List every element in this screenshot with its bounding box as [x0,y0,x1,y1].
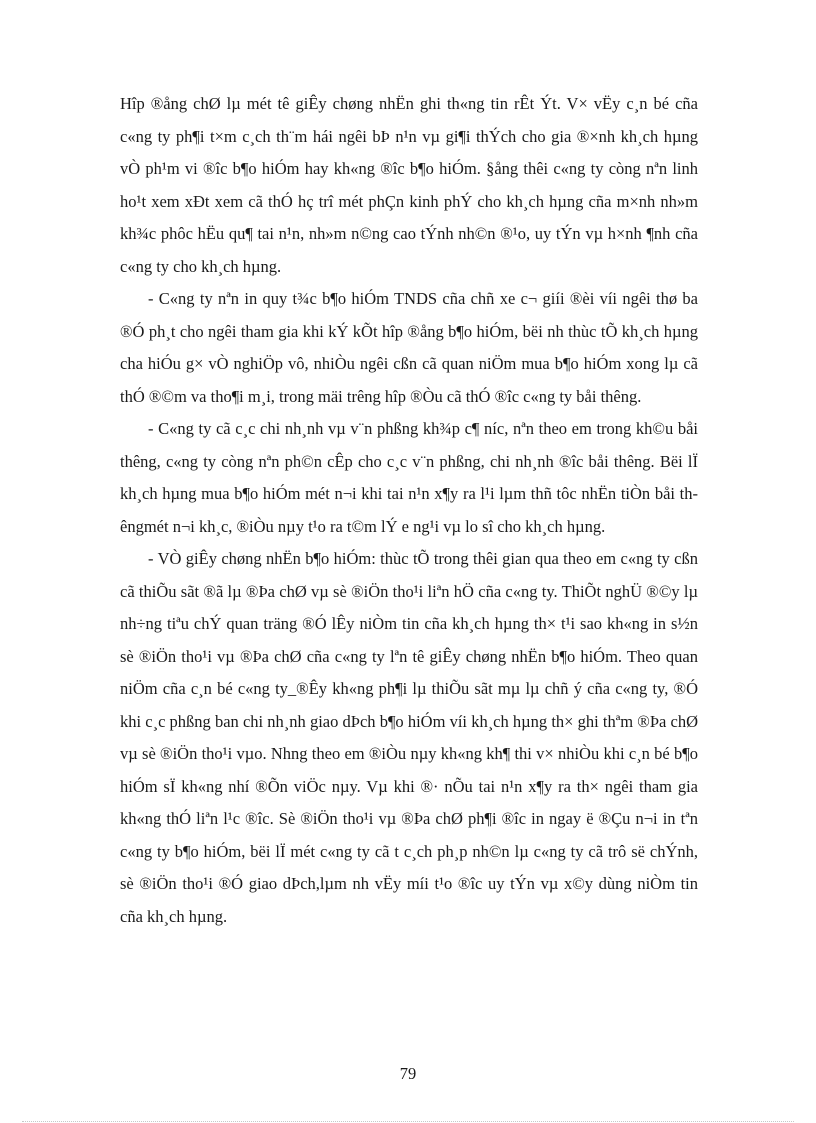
page-bottom-divider [22,1121,794,1122]
paragraph-2: - C«ng ty nªn in quy t¾c b¶o hiÓm TNDS cña chñ xe c¬ giíi ®èi víi ngêi thø ba ®Ó ph¸t cho ngêi tham gia khi kÝ kÕt hîp ®ång b¶o hiÓm, bëi nh thùc tÕ kh¸ch hµng cha hiÓu g× vÒ nghiÖp vô, nhiÒu ngêi cßn cã quan niÖm mua b¶o hiÓm xong lµ cã thÓ ®©m va tho¶i m¸i, trong mäi trêng hîp ®Òu cã thÓ ®îc c«ng ty båi thêng. [120,289,698,406]
body-text [120,88,698,933]
paragraph-4: - VÒ giÊy chøng nhËn b¶o hiÓm: thùc tÕ trong thêi gian qua theo em c«ng ty cßn cã thiÕu sãt ®ã lµ ®Þa chØ vµ sè ®iÖn tho¹i liªn hÖ cña c«ng ty. ThiÕt nghÜ ®©y lµ nh÷ng tiªu chÝ quan träng ®Ó lÊy niÒm tin cña kh¸ch hµng th× t¹i sao kh«ng in s½n sè ®iÖn tho¹i vµ ®Þa chØ cña c«ng ty lªn tê giÊy chøng nhËn b¶o hiÓm. Theo quan niÖm cña c¸n bé c«ng ty_®Êy kh«ng ph¶i lµ thiÕu sãt mµ lµ chñ ý cña c«ng ty, ®Ó khi c¸c phßng ban chi nh¸nh giao dÞch b¶o hiÓm víi kh¸ch hµng th× ghi thªm ®Þa chØ vµ sè ®iÖn tho¹i vµo. Nhng theo em ®iÒu nµy kh«ng kh¶ thi v× nhiÒu khi c¸n bé b¶o hiÓm sÏ kh«ng nhí ®Õn viÖc nµy. Vµ khi ®· nÕu tai n¹n x¶y ra th× ngêi tham gia kh«ng thÓ liªn l¹c ®îc. Sè ®iÖn tho¹i vµ ®Þa chØ ph¶i ®îc in ngay ë ®Çu n¬i in tªn c«ng ty b¶o hiÓm, bëi lÏ mét c«ng ty cã t c¸ch ph¸p nh©n lµ c«ng ty cã trô së chÝnh, sè ®iÖn tho¹i ®Ó giao dÞch,lµm nh vËy míi t¹o ®îc uy tÝn vµ x©y dùng niÒm tin cña kh¸ch hµng. [120,549,698,926]
paragraph-1: Hîp ®ång chØ lµ mét tê giÊy chøng nhËn ghi th«ng tin rÊt Ýt. V× vËy c¸n bé cña c«ng ty ph¶i t×m c¸ch th¨m hái ngêi bÞ n¹n vµ gi¶i thÝch cho gia ®×nh kh¸ch hµng vÒ ph¹m vi ®îc b¶o hiÓm hay kh«ng ®îc b¶o hiÓm. §ång thêi c«ng ty còng nªn linh ho¹t xem xÐt xem cã thÓ hç trî mét phÇn kinh phÝ cho kh¸ch hµng cña m×nh nh»m kh¾c phôc hËu qu¶ tai n¹n, nh»m n©ng cao tÝnh nh©n ®¹o, uy tÝn vµ h×nh ¶nh cña c«ng ty cho kh¸ch hµng. [120,94,698,276]
page-number: 79 [399,1064,417,1083]
paragraph-3: - C«ng ty cã c¸c chi nh¸nh vµ v¨n phßng kh¾p c¶ níc, nªn theo em trong kh©u båi thêng, c«ng ty còng nªn ph©n cÊp cho c¸c v¨n phßng, chi nh¸nh ®îc båi thêng. Bëi lÏ kh¸ch hµng mua b¶o hiÓm mét n¬i khi tai n¹n x¶y ra l¹i lµm thñ tôc nhËn tiÒn båi thêngmét n¬i kh¸c, ®iÒu nµy t¹o ra t©m lÝ e ng¹i vµ lo sî cho kh¸ch hµng. [120,419,698,536]
